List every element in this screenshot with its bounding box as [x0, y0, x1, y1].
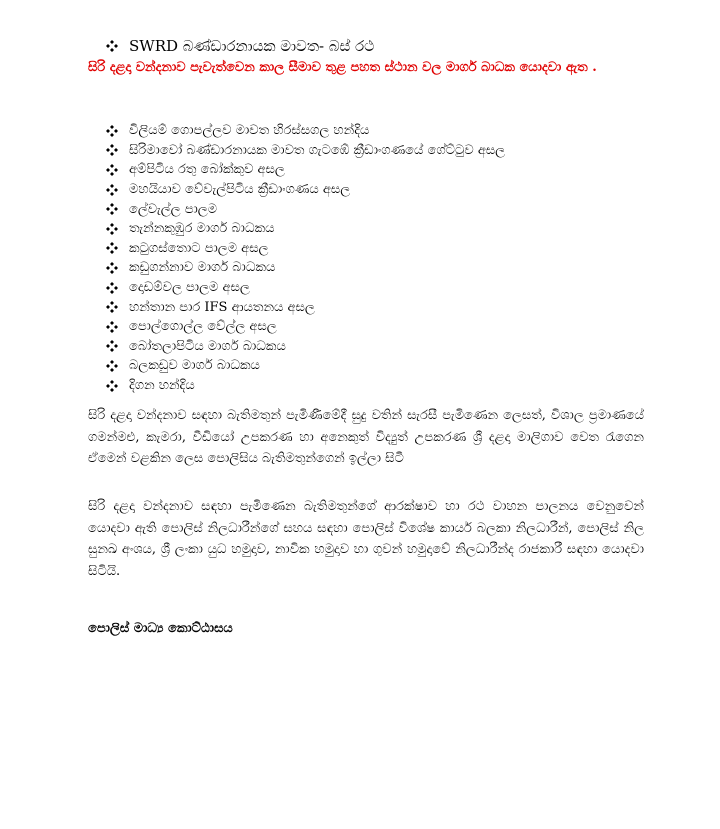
four-diamond-bullet-icon [106, 203, 118, 215]
location-name: බලකඩුව මාර්ග බාධකය [129, 358, 260, 374]
four-diamond-bullet-icon [106, 321, 118, 333]
heading-bullet-text: SWRD බණ්ඩාරනායක මාවත- බස් රථ [129, 37, 375, 55]
location-name: කඩුගන්නාව මාර්ග බාධකය [129, 260, 276, 276]
heading-bullet-item [106, 37, 374, 55]
four-diamond-bullet-icon [106, 380, 118, 392]
four-diamond-bullet-icon [106, 282, 118, 294]
devotee-request-paragraph: සිරි දළදා වන්දනාව සඳහා බැතිමතුන් පැමිණීමේදී සුදු වතින් සැරසී පැමිණෙන ලෙසත්, විශාල ප්‍රමාණයේ ගමන්මළු, කැමරා, වීඩියෝ උපකරණ හා අනෙකුත් විද්‍යුත් උපකරණ ශ්‍රී දළදා මාලිගාව වෙත රැගෙන ඒමෙන් වළකින ලෙස පොලිසිය බැතිමතුන්ගෙන් ඉල්ලා සිටී [88, 408, 644, 466]
four-diamond-bullet-icon [106, 223, 118, 235]
four-diamond-bullet-icon [106, 40, 118, 52]
four-diamond-bullet-icon [106, 262, 118, 274]
four-diamond-bullet-icon [106, 125, 118, 137]
location-name: කටුගස්තොට පාලම අසල [129, 240, 269, 256]
location-name: දිගන හන්දිය [129, 378, 195, 394]
location-list-item [106, 337, 720, 357]
location-name: තැන්නකුඹුර මාර්ග බාධකය [129, 221, 275, 237]
location-list-item [106, 180, 720, 200]
location-list-item [106, 376, 720, 396]
location-list-item [106, 297, 720, 317]
location-name: අම්පිටිය රතු බෝක්කුව අසල [129, 162, 285, 178]
security-deployment-paragraph: සිරි දළදා වන්දනාව සඳහා පැමිණෙන බැතිමතුන්ගේ ආරක්ෂාව හා රථ වාහන පාලනය වෙනුවෙන් යොදවා ඇති පොලිස් නිලධාරීන්ගේ සහය සඳහා පොලිස් විශේෂ කාර්ය බලකා නිලධාරීන්, පොලිස් නිල සුනඛ අංශය, ශ්‍රී ලංකා යුධ හමුදාව, නාවික හමුදාව හා ගුවන් හමුදාවේ නිලධාරීන්ද රාජකාරී සඳහා යොදවා සිටියි. [88, 499, 644, 579]
location-list-item [106, 278, 720, 298]
four-diamond-bullet-icon [106, 301, 118, 313]
location-list-item [106, 219, 720, 239]
location-list-item [106, 356, 720, 376]
four-diamond-bullet-icon [106, 360, 118, 372]
location-list-item [106, 121, 720, 141]
police-media-division-signature: පොලිස් මාධ්‍ය කොට්ඨාසය [88, 621, 233, 636]
location-name: හන්තාන පාර IFS ආයතනය අසල [129, 299, 315, 315]
location-name: පොල්ගොල්ල වේල්ල අසල [129, 319, 277, 335]
location-list-item [106, 160, 720, 180]
location-name: විලියම් ගොපල්ලව මාවත හිරස්සගල හන්දිය [129, 123, 370, 139]
location-name: මහයියාව වේවැල්පිටිය ක්‍රීඩාංගණය අසල [129, 182, 351, 198]
four-diamond-bullet-icon [106, 340, 118, 352]
location-list [0, 121, 720, 395]
location-name: බෝතලාපිටිය මාර්ග බාධකය [129, 338, 286, 354]
four-diamond-bullet-icon [106, 184, 118, 196]
four-diamond-bullet-icon [106, 164, 118, 176]
location-list-item [106, 258, 720, 278]
four-diamond-bullet-icon [106, 144, 118, 156]
location-list-item [106, 199, 720, 219]
location-list-item [106, 141, 720, 161]
road-block-notice: සිරි දළදා වන්දනාව පැවැත්වෙන කාල සීමාව තුළ පහත ස්ථාන වල මාර්ග බාධක යොදවා ඇත . [88, 60, 597, 75]
location-list-item [106, 239, 720, 259]
location-name: සිරිමාවෝ බණ්ඩාරනායක මාවත ගැටඹේ ක්‍රීඩාංගණයේ ගේට්ටුව අසල [129, 142, 506, 158]
location-name: ලේවැල්ල පාලම [129, 201, 218, 217]
four-diamond-bullet-icon [106, 242, 118, 254]
location-list-item [106, 317, 720, 337]
location-name: දොඩම්වල පාලම අසල [129, 280, 250, 296]
